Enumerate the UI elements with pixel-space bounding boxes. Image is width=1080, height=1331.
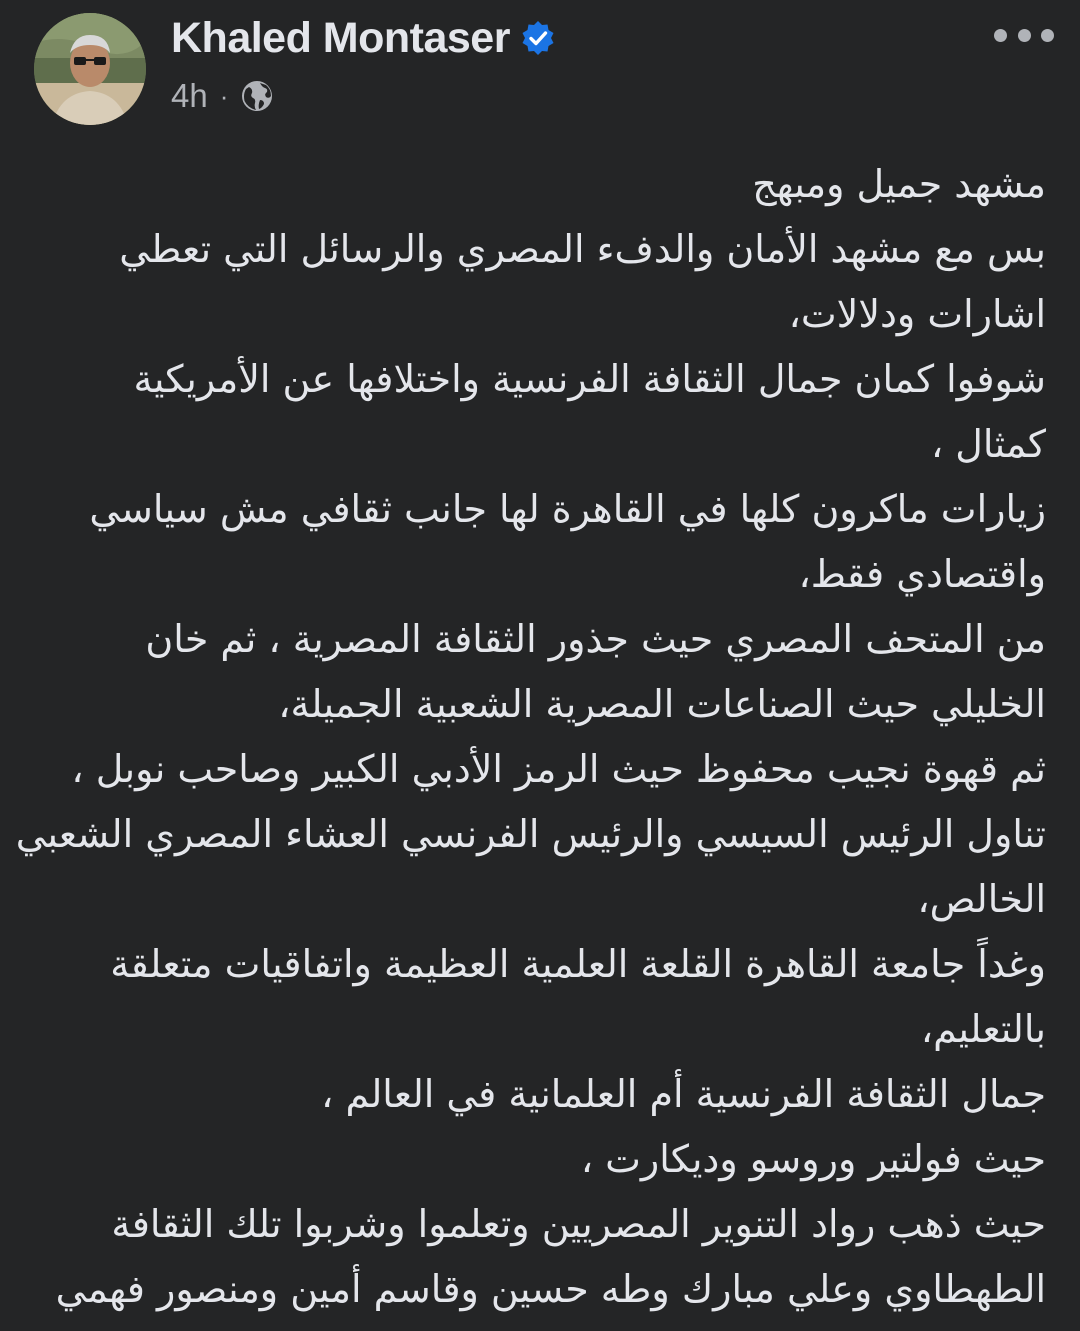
post-line: مشهد جميل ومبهج	[752, 162, 1046, 206]
post-text	[15, 152, 1046, 1322]
meta-separator: ·	[219, 80, 229, 111]
globe-icon[interactable]	[240, 79, 274, 113]
post-line: جمال الثقافة الفرنسية أم العلمانية في العالم ،	[321, 1072, 1046, 1116]
post-line: ثم قهوة نجيب محفوظ حيث الرمز الأدبي الكبير وصاحب نوبل ،	[71, 747, 1046, 791]
author-name-row	[171, 10, 556, 66]
post-line: من المتحف المصري حيث جذور الثقافة المصرية ، ثم خان	[145, 617, 1046, 661]
post-line: بالتعليم،	[920, 1007, 1046, 1051]
more-horizontal-icon	[1041, 29, 1054, 42]
post-line: اشارات ودلالات،	[788, 292, 1046, 336]
more-options-button[interactable]	[994, 20, 1054, 50]
verified-badge-icon	[520, 20, 556, 56]
post-header	[0, 0, 1080, 140]
post-line: الخليلي حيث الصناعات المصرية الشعبية الجميلة،	[278, 682, 1046, 726]
post-line: تناول الرئيس السيسي والرئيس الفرنسي العشاء المصري الشعبي	[15, 812, 1046, 856]
more-horizontal-icon	[1018, 29, 1031, 42]
post-line: كمثال ،	[930, 422, 1046, 466]
post-line: حيث فولتير وروسو وديكارت ،	[580, 1137, 1046, 1181]
post-line: الخالص،	[917, 877, 1046, 921]
post-time[interactable]: 4h	[171, 77, 208, 114]
post-line: زيارات ماكرون كلها في القاهرة لها جانب ثقافي مش سياسي	[89, 487, 1046, 531]
avatar[interactable]	[34, 13, 146, 125]
post-meta	[171, 74, 274, 118]
post-line: شوفوا كمان جمال الثقافة الفرنسية واختلافها عن الأمريكية	[133, 357, 1046, 401]
post-line: بس مع مشهد الأمان والدفء المصري والرسائل التي تعطي	[119, 227, 1046, 271]
more-horizontal-icon	[994, 29, 1007, 42]
post-line: حيث ذهب رواد التنوير المصريين وتعلموا وشربوا تلك الثقافة	[111, 1202, 1046, 1246]
post-line: الطهطاوي وعلي مبارك وطه حسين وقاسم أمين ومنصور فهمي	[55, 1267, 1046, 1311]
post-line: وغداً جامعة القاهرة القلعة العلمية العظيمة واتفاقيات متعلقة	[110, 942, 1046, 986]
post-line: واقتصادي فقط،	[798, 552, 1046, 596]
avatar-photo-icon	[34, 13, 146, 125]
author-name[interactable]: Khaled Montaser	[171, 14, 510, 62]
